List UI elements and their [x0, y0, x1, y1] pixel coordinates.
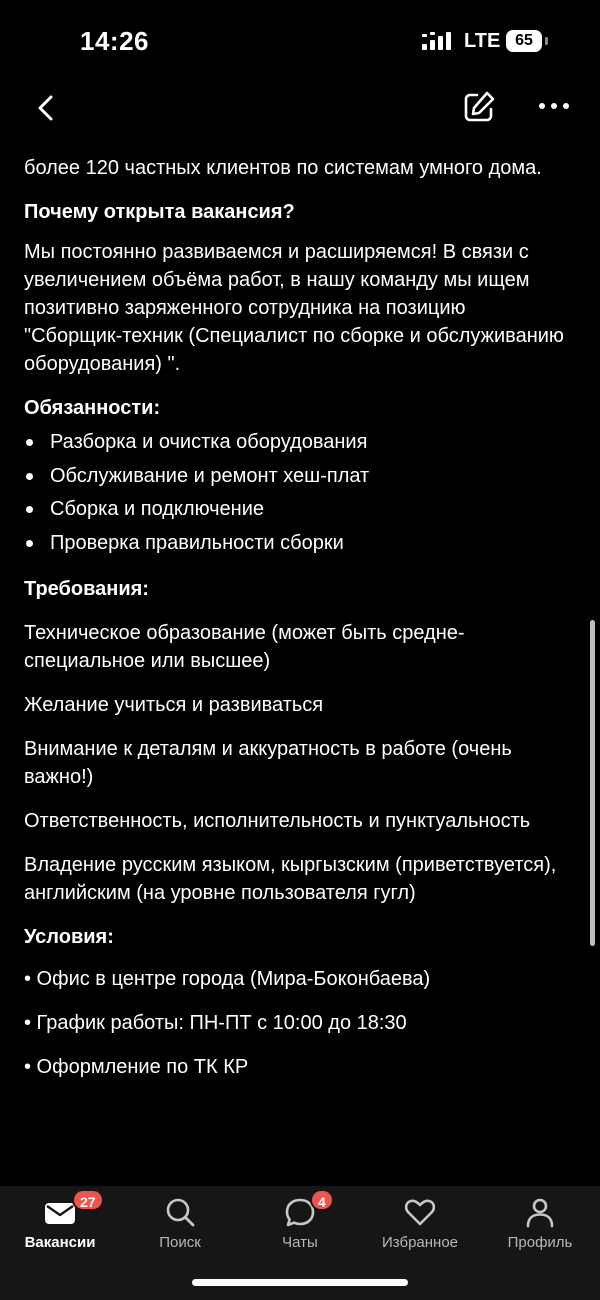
vacancy-description: [24, 140, 569, 1097]
duties-heading: Обязанности:: [24, 397, 161, 419]
search-icon: [162, 1196, 198, 1228]
requirement-item: Ответственность, исполнительность и пунктуальность: [24, 809, 531, 832]
signal-bars-icon: [422, 32, 456, 50]
list-item: Разборка и очистка оборудования: [24, 428, 569, 456]
intro-text: более 120 частных клиентов по системам умного дома.: [24, 157, 542, 179]
tab-label: Избранное: [381, 1234, 459, 1251]
why-heading: Почему открыта вакансия?: [24, 201, 295, 223]
tab-vacancies[interactable]: [0, 1186, 120, 1266]
profile-icon: [522, 1196, 558, 1228]
requirement-item: Техническое образование (может быть средне-специальное или высшее): [24, 621, 465, 672]
status-time: 14:26: [80, 26, 149, 56]
requirement-item: Внимание к деталям и аккуратность в работе (очень важно!): [24, 737, 512, 788]
list-item: Сборка и подключение: [24, 495, 569, 523]
edit-icon[interactable]: [462, 90, 496, 124]
tab-chats[interactable]: [240, 1186, 360, 1266]
tab-label: Вакансии: [24, 1234, 96, 1251]
scrollbar[interactable]: [590, 620, 595, 946]
network-label: LTE: [464, 30, 501, 52]
list-item: Обслуживание и ремонт хеш-плат: [24, 462, 569, 490]
tab-label: Чаты: [282, 1234, 318, 1251]
conditions-heading: Условия:: [24, 925, 114, 948]
battery-tip: [545, 37, 548, 45]
battery-icon: 65: [506, 30, 542, 52]
badge-count: 27: [72, 1189, 104, 1211]
requirement-item: Желание учиться и развиваться: [24, 693, 324, 716]
requirements-heading: Требования:: [24, 577, 149, 600]
requirement-item: Владение русским языком, кыргызским (приветствуется), английским (на уровне пользователя гугл): [24, 853, 557, 904]
chevron-left-icon[interactable]: [34, 94, 58, 122]
status-bar: [0, 0, 600, 80]
tab-search[interactable]: [120, 1186, 240, 1266]
tab-favorites[interactable]: [360, 1186, 480, 1266]
tab-label: Поиск: [159, 1234, 201, 1251]
heart-icon: [402, 1196, 438, 1228]
condition-item: • График работы: ПН-ПТ с 10:00 до 18:30: [24, 1011, 407, 1034]
more-dots-icon[interactable]: [538, 98, 570, 114]
top-nav-bar: [0, 80, 600, 150]
tab-label: Профиль: [507, 1234, 573, 1251]
tab-profile[interactable]: [480, 1186, 600, 1266]
why-text: Мы постоянно развиваемся и расширяемся! В связи с увеличением объёма работ, в нашу команду мы ищем позитивно заряженного сотрудника на позицию "Сборщик-техник (Специалист по сборке и обслуживанию оборудования) ".: [24, 241, 564, 375]
condition-item: • Оформление по ТК КР: [24, 1055, 249, 1078]
badge-count: 4: [310, 1189, 334, 1211]
home-indicator: [192, 1279, 408, 1286]
list-item: Проверка правильности сборки: [24, 529, 569, 557]
duties-list: [24, 428, 569, 557]
condition-item: • Офис в центре города (Мира-Боконбаева): [24, 967, 431, 990]
